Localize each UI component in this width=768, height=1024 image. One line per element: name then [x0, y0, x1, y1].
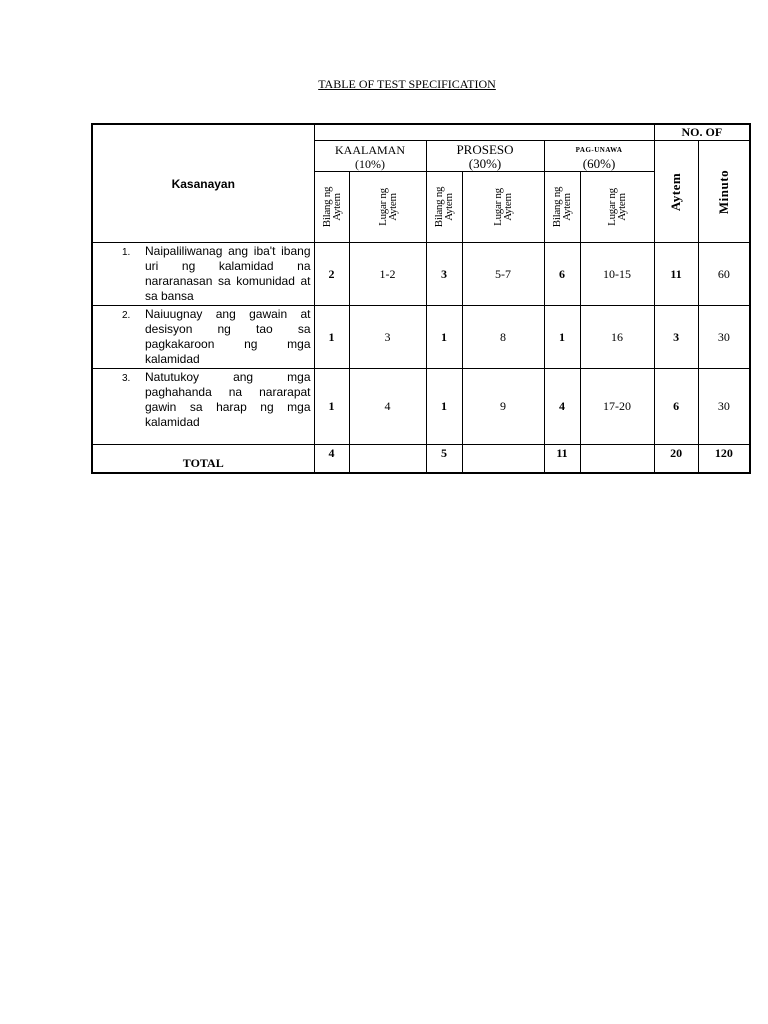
table-row: [92, 306, 750, 369]
total-kaalaman-lugar: [349, 445, 426, 473]
row-number: 1.: [122, 247, 131, 258]
proseso-lugar-cell: 8: [462, 306, 544, 369]
bilang-label: Bilang ng: [320, 186, 333, 228]
kaalaman-bilang-cell: 2: [314, 243, 349, 306]
proseso-bilang-cell: 1: [426, 306, 462, 369]
kaalaman-label: KAALAMAN: [335, 143, 405, 157]
competency-text: Natutukoy ang mga paghahanda na nararapat gawin sa harap ng mga kalamidad: [145, 370, 311, 429]
aytem-label: Aytem: [561, 193, 573, 221]
pag-unawa-header: [544, 141, 654, 172]
total-row: [92, 445, 750, 473]
no-of-header: NO. OF: [654, 124, 750, 141]
total-proseso-bilang: 5: [426, 445, 462, 473]
competency-cell: [92, 369, 314, 445]
aytem-cell: 6: [654, 369, 698, 445]
pag-unawa-lugar-cell: 16: [580, 306, 654, 369]
kaalaman-lugar-cell: 4: [349, 369, 426, 445]
aytem-cell: 11: [654, 243, 698, 306]
total-pag-unawa-lugar: [580, 445, 654, 473]
pag-unawa-lugar-cell: 17-20: [580, 369, 654, 445]
proseso-bilang-cell: 1: [426, 369, 462, 445]
competency-text: Naipaliliwanag ang iba't ibang uri ng kalamidad na nararanasan sa komunidad at sa bansa: [145, 244, 311, 303]
kaalaman-bilang-header: [314, 172, 349, 243]
bilang-label: Bilang ng: [433, 186, 445, 228]
lugar-label: Lugar ng: [606, 188, 619, 226]
pag-unawa-bilang-cell: 4: [544, 369, 580, 445]
pag-unawa-lugar-header: [580, 172, 654, 243]
competency-cell: [92, 306, 314, 369]
pag-unawa-bilang-cell: 6: [544, 243, 580, 306]
minuto-cell: 30: [698, 306, 750, 369]
proseso-lugar-cell: 5-7: [462, 243, 544, 306]
aytem-header-text: Aytem: [668, 172, 684, 211]
aytem-label: Aytem: [443, 193, 455, 221]
proseso-label: PROSESO: [456, 142, 514, 157]
bilang-label: Bilang ng: [551, 186, 563, 228]
kaalaman-lugar-header: [349, 172, 426, 243]
competency-text: Naiuugnay ang gawain at desisyon ng tao sa pagkakaroon ng mga kalamidad: [145, 307, 311, 366]
header-spacer: [314, 124, 654, 141]
competency-cell: [92, 243, 314, 306]
kaalaman-percent: (10%): [355, 157, 385, 171]
kaalaman-lugar-cell: 3: [349, 306, 426, 369]
total-kaalaman-bilang: 4: [314, 445, 349, 473]
proseso-bilang-cell: 3: [426, 243, 462, 306]
table-row: [92, 243, 750, 306]
lugar-label: Lugar ng: [492, 188, 504, 226]
aytem-label: Aytem: [330, 193, 343, 221]
pag-unawa-lugar-cell: 10-15: [580, 243, 654, 306]
proseso-header: [426, 141, 544, 172]
kaalaman-header: [314, 141, 426, 172]
aytem-cell: 3: [654, 306, 698, 369]
table-row: [92, 369, 750, 445]
row-number: 2.: [122, 310, 131, 321]
minuto-header: [698, 141, 750, 243]
aytem-label: Aytem: [616, 193, 629, 221]
minuto-cell: 60: [698, 243, 750, 306]
pag-unawa-label: PAG-UNAWA: [575, 146, 623, 154]
kaalaman-bilang-cell: 1: [314, 369, 349, 445]
kaalaman-bilang-cell: 1: [314, 306, 349, 369]
lugar-label: Lugar ng: [376, 188, 389, 226]
proseso-lugar-cell: 9: [462, 369, 544, 445]
kaalaman-lugar-cell: 1-2: [349, 243, 426, 306]
total-aytem: 20: [654, 445, 698, 473]
proseso-percent: (30%): [468, 156, 502, 171]
proseso-bilang-header: [426, 172, 462, 243]
kasanayan-header: Kasanayan: [92, 124, 314, 243]
pag-unawa-bilang-header: [544, 172, 580, 243]
aytem-label: Aytem: [502, 193, 514, 221]
total-label: TOTAL: [92, 445, 314, 473]
aytem-header: [654, 141, 698, 243]
pag-unawa-percent: (60%): [582, 156, 616, 171]
row-number: 3.: [122, 373, 131, 384]
minuto-header-text: Minuto: [715, 169, 731, 214]
minuto-cell: 30: [698, 369, 750, 445]
pag-unawa-bilang-cell: 1: [544, 306, 580, 369]
specification-table: [91, 123, 751, 474]
total-proseso-lugar: [462, 445, 544, 473]
total-pag-unawa-bilang: 11: [544, 445, 580, 473]
proseso-lugar-header: [462, 172, 544, 243]
document-title: TABLE OF TEST SPECIFICATION: [318, 77, 496, 91]
aytem-label: Aytem: [386, 193, 399, 221]
total-minuto: 120: [698, 445, 750, 473]
